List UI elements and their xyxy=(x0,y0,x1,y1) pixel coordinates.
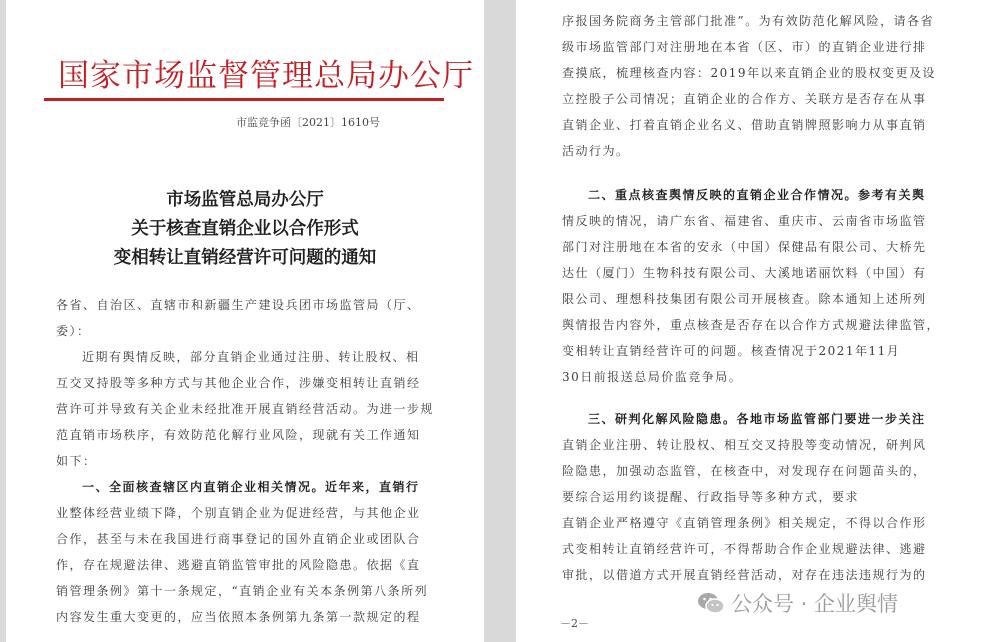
body-line: 近期有舆情反映，部分直销企业通过注册、转让股权、相 xyxy=(82,350,420,364)
document-page-right xyxy=(516,0,990,642)
document-title-line-1: 市场监管总局办公厅 xyxy=(166,190,324,210)
body-line: 部门对注册地在本省的安永（中国）保健品有限公司、大桥先 xyxy=(562,240,927,254)
body-line: 作，存在规避法律、逃避直销监管审批的风险隐患。依据《直 xyxy=(56,558,421,572)
body-line: 立控股子公司情况；直销企业的合作方、关联方是否存在从事 xyxy=(562,92,927,106)
document-page-left xyxy=(6,0,484,642)
page-number: －2－ xyxy=(560,617,589,630)
watermark-text: 公众号 · 企业舆情 xyxy=(731,592,899,616)
document-title-line-2: 关于核查直销企业以合作形式 xyxy=(131,219,359,239)
issuer-header: 国家市场监督管理总局办公厅 xyxy=(58,58,474,94)
body-line: 舆情报告内容外，重点核查是否存在以合作方式规避法律监管， xyxy=(562,318,941,332)
body-line: 险隐患，加强动态监管，在核查中，对发现存在问题苗头的， xyxy=(562,464,927,478)
body-line: 查摸底，梳理核查内容：2019年以来直销企业的股权变更及设 xyxy=(562,66,937,80)
body-line: 互交叉持股等多种方式与其他企业合作，涉嫌变相转让直销经 xyxy=(56,376,421,390)
document-title-line-3: 变相转让直销经营许可问题的通知 xyxy=(113,248,377,268)
body-line: 直销企业、打着直销企业名义、借助直销牌照影响力从事直销 xyxy=(562,118,927,132)
body-line: 要综合运用约谈提醒、行政指导等多种方式，要求 xyxy=(562,490,860,504)
wechat-icon xyxy=(697,591,725,615)
body-line: 合作，甚至与未在我国进行商事登记的国外直销企业或团队合 xyxy=(56,532,421,546)
document-number: 市监竞争函〔2021〕1610号 xyxy=(236,116,380,129)
body-line: 直销企业注册、转让股权、相互交叉持股等变动情况，研判风 xyxy=(562,438,927,452)
body-line: 营许可并导致有关企业未经批准开展直销经营活动。为进一步规 xyxy=(56,402,435,416)
body-line: 销管理条例》第十一条规定，“直销企业有关本条例第八条所列 xyxy=(56,584,429,598)
watermark xyxy=(697,586,898,620)
body-line: 审批，以借道方式开展直销经营活动，对存在违法违规行为的 xyxy=(562,568,927,582)
body-line: 范直销市场秩序，有效防范化解行业风险，现就有关工作通知 xyxy=(56,428,421,442)
body-line: 活动行为。 xyxy=(562,144,630,158)
body-line: 30日前报送总局价监竞争局。 xyxy=(562,370,743,384)
salutation-line: 委）： xyxy=(56,324,91,338)
body-line: 序报国务院商务主管部门批准”。为有效防范化解风险，请各省 xyxy=(562,14,935,28)
body-line: 限公司、理想科技集团有限公司开展核查。除本通知上述所列 xyxy=(562,292,927,306)
body-line: 式变相转让直销经营许可，不得帮助合作企业规避法律、逃避 xyxy=(562,542,927,556)
header-divider xyxy=(44,98,444,101)
section-heading-2: 二、重点核查舆情反映的直销企业合作情况。参考有关舆 xyxy=(588,188,926,202)
salutation-line: 各省、自治区、直辖市和新疆生产建设兵团市场监管局（厅、 xyxy=(56,298,421,312)
section-heading-1: 一、全面核查辖区内直销企业相关情况。近年来，直销行 xyxy=(82,480,420,494)
body-line: 情反映的情况，请广东省、福建省、重庆市、云南省市场监管 xyxy=(562,214,927,228)
body-line: 如下： xyxy=(56,454,97,468)
body-line: 级市场监管部门对注册地在本省（区、市）的直销企业进行排 xyxy=(562,40,927,54)
body-line: 内容发生重大变更的，应当依照本条例第九条第一款规定的程 xyxy=(56,610,421,624)
body-line: 变相转让直销经营许可的问题。核查情况于2021年11月 xyxy=(562,344,901,358)
body-line: 业整体经营业绩下降，个别直销企业为促进经营，与其他企业 xyxy=(56,506,421,520)
body-line: 直销企业严格遵守《直销管理条例》相关规定，不得以合作形 xyxy=(562,516,927,530)
body-line: 达仕（厦门）生物科技有限公司、大溪地诺丽饮料（中国）有 xyxy=(562,266,927,280)
section-heading-3: 三、研判化解风险隐患。各地市场监管部门要进一步关注 xyxy=(588,412,926,426)
